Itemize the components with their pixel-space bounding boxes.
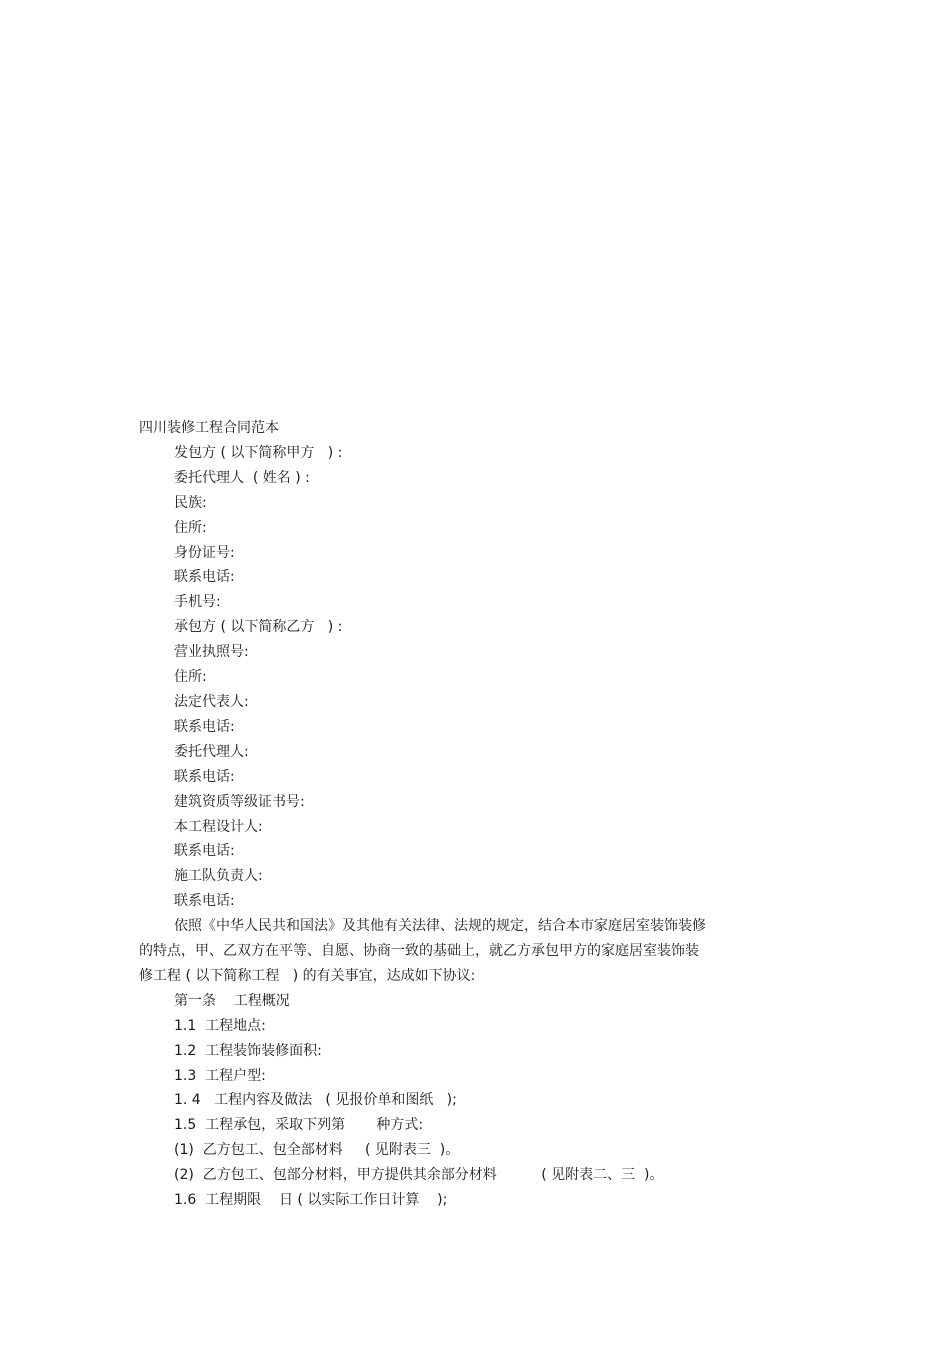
article-item-1-2: 1.2 工程装饰装修面积: bbox=[174, 1042, 322, 1059]
field-phone-crew-leader: 联系电话: bbox=[174, 893, 235, 910]
article-item-1-1: 1.1 工程地点: bbox=[174, 1017, 266, 1034]
article-item-option-1: (1) 乙方包工、包全部材料 ( 见附表三 )。 bbox=[174, 1142, 460, 1159]
article-item-1-4: 1. 4 工程内容及做法 ( 见报价单和图纸 ); bbox=[174, 1092, 457, 1109]
preamble-line-2: 的特点，甲、乙双方在平等、自愿、协商一致的基础上，就乙方承包甲方的家庭居室装饰装 bbox=[139, 943, 699, 960]
article-1-heading: 第一条 工程概况 bbox=[174, 992, 290, 1009]
field-qualification-cert: 建筑资质等级证书号: bbox=[174, 793, 305, 810]
field-mobile: 手机号: bbox=[174, 594, 221, 611]
field-agent-name: 委托代理人 ( 姓名 ) : bbox=[174, 469, 310, 486]
document-title: 四川装修工程合同范本 bbox=[139, 420, 279, 436]
field-phone-legal-rep: 联系电话: bbox=[174, 718, 235, 735]
field-phone-designer: 联系电话: bbox=[174, 843, 235, 860]
preamble-line-1: 依照《中华人民共和国法》及其他有关法律、法规的规定，结合本市家庭居室装饰装修 bbox=[174, 918, 706, 935]
field-party-b: 承包方 ( 以下简称乙方 ) : bbox=[174, 619, 343, 636]
field-party-a: 发包方 ( 以下简称甲方 ) : bbox=[174, 444, 343, 461]
article-item-option-2: (2) 乙方包工、包部分材料，甲方提供其余部分材料 ( 见附表二、三 )。 bbox=[174, 1167, 664, 1184]
preamble-line-3: 修工程 ( 以下简称工程 ) 的有关事宜，达成如下协议: bbox=[139, 967, 476, 984]
field-agent-b: 委托代理人: bbox=[174, 743, 249, 760]
field-crew-leader: 施工队负责人: bbox=[174, 868, 263, 885]
article-item-1-3: 1.3 工程户型: bbox=[174, 1067, 266, 1084]
article-item-1-5: 1.5 工程承包，采取下列第 种方式: bbox=[174, 1117, 424, 1134]
field-business-license: 营业执照号: bbox=[174, 644, 249, 661]
field-address-b: 住所: bbox=[174, 669, 207, 686]
field-id-number: 身份证号: bbox=[174, 544, 235, 561]
field-phone-agent-b: 联系电话: bbox=[174, 768, 235, 785]
field-phone: 联系电话: bbox=[174, 569, 235, 586]
field-designer: 本工程设计人: bbox=[174, 818, 263, 835]
field-ethnicity: 民族: bbox=[174, 494, 207, 511]
field-legal-rep: 法定代表人: bbox=[174, 693, 249, 710]
contract-document bbox=[139, 416, 749, 1213]
field-address: 住所: bbox=[174, 519, 207, 536]
article-item-1-6: 1.6 工程期限 日 ( 以实际工作日计算 ); bbox=[174, 1192, 448, 1209]
